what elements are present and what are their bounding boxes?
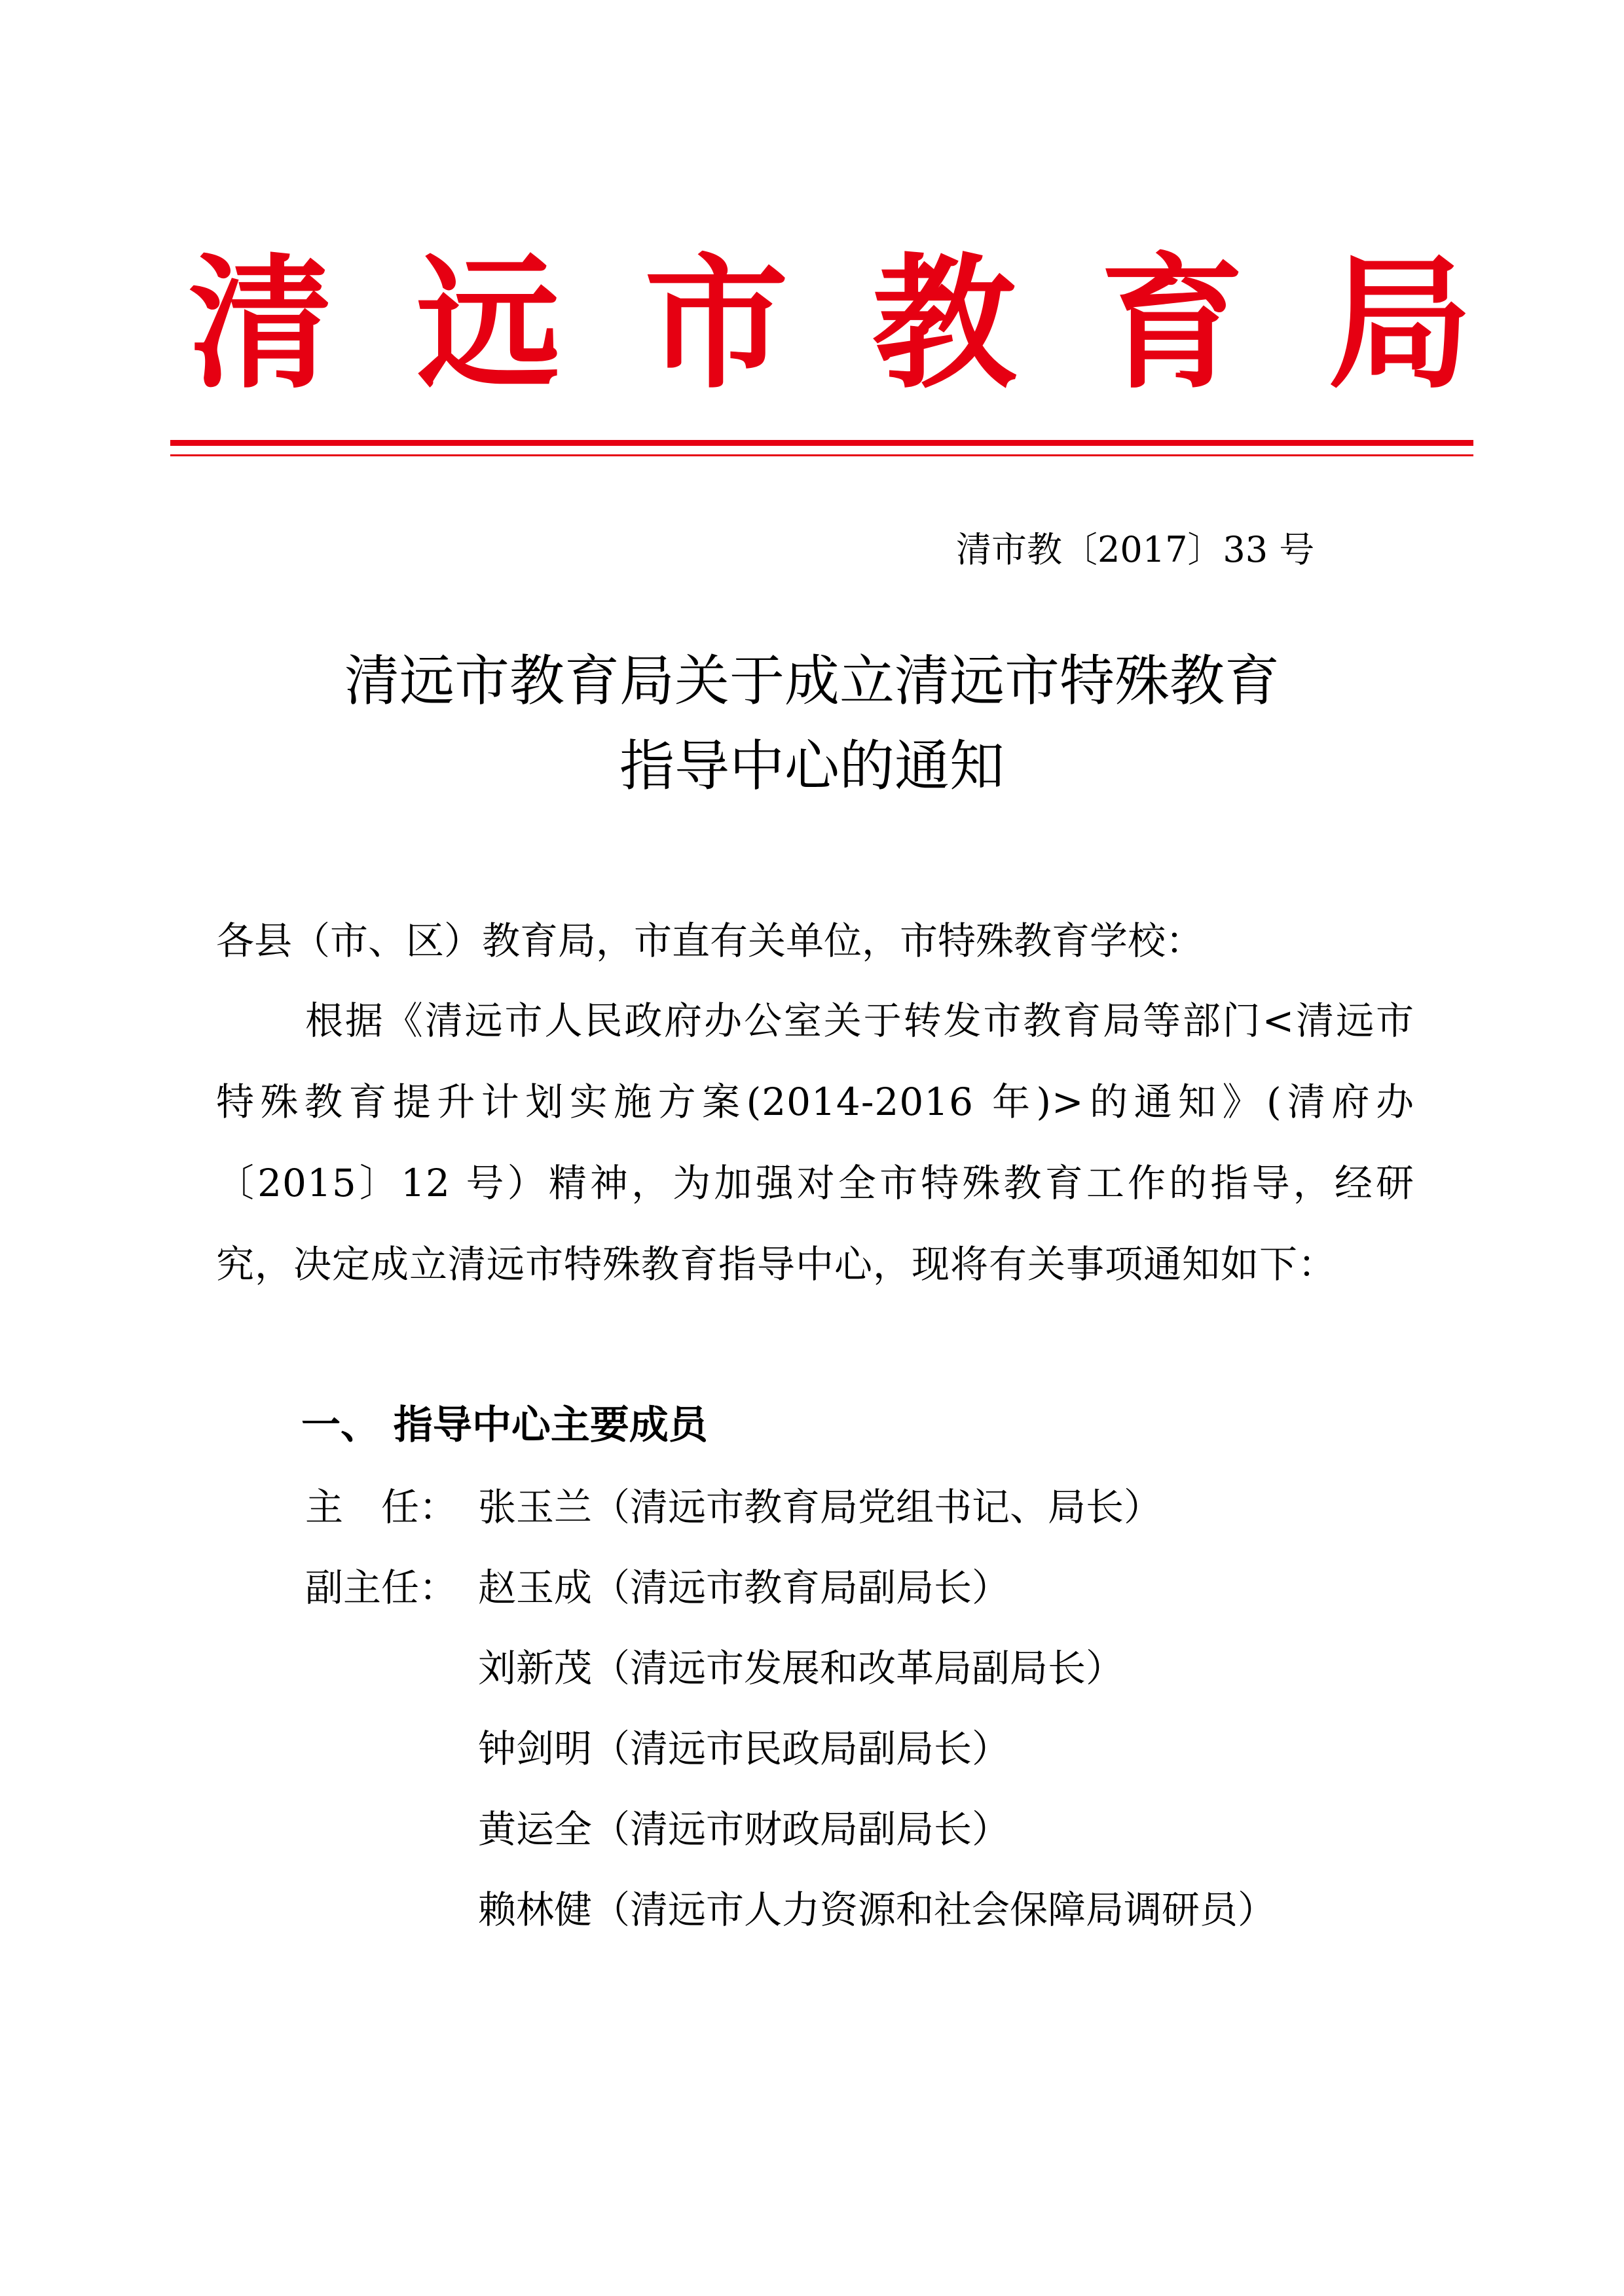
salutation: 各县（市、区）教育局，市直有关单位，市特殊教育学校： (216, 919, 1204, 963)
document-title (0, 638, 1624, 809)
member-name: 刘新茂（清远市发展和改革局副局长） (478, 1646, 1124, 1690)
letterhead-char: 育 (1099, 240, 1244, 408)
letterhead-divider-thick (170, 440, 1473, 446)
member-name: 赖林健（清远市人力资源和社会保障局调研员） (478, 1887, 1276, 1932)
letterhead-char: 局 (1327, 240, 1472, 408)
member-row (305, 1628, 1124, 1709)
document-title-line-1: 清远市教育局关于成立清远市特殊教育 (344, 649, 1280, 713)
letterhead-char: 清 (188, 240, 333, 408)
letterhead-char: 市 (644, 240, 788, 408)
letterhead-title (0, 240, 1624, 408)
member-role: 主 任： (305, 1485, 458, 1529)
letterhead-char: 远 (416, 240, 561, 408)
document-title-line-2: 指导中心的通知 (619, 734, 1005, 798)
member-name: 钟剑明（清远市民政局副局长） (478, 1726, 1010, 1771)
section-heading: 一、 指导中心主要成员 (301, 1402, 708, 1448)
body-paragraph: 根据《清远市人民政府办公室关于转发市教育局等部门<清远市特殊教育提升计划实施方案(2014-2016 年)>的通知》(清府办〔2015〕12 号）精神，为加强对全市特殊教育工作的指导，经研究，决定成立清远市特殊教育指导中心，现将有关事项通知如下： (216, 998, 1414, 1286)
member-name: 张玉兰（清远市教育局党组书记、局长） (478, 1485, 1162, 1529)
document-number: 清市教〔2017〕33 号 (956, 529, 1315, 570)
member-role: 副主任： (305, 1565, 458, 1610)
member-row (305, 1467, 1162, 1548)
member-name: 赵玉成（清远市教育局副局长） (478, 1565, 1010, 1610)
member-name: 黄运全（清远市财政局副局长） (478, 1807, 1010, 1851)
letterhead-char: 教 (872, 240, 1016, 408)
member-row (305, 1869, 1276, 1950)
member-row (305, 1708, 1010, 1789)
member-row (305, 1547, 1010, 1628)
letterhead-divider-thin (170, 454, 1473, 456)
member-row (305, 1789, 1010, 1870)
